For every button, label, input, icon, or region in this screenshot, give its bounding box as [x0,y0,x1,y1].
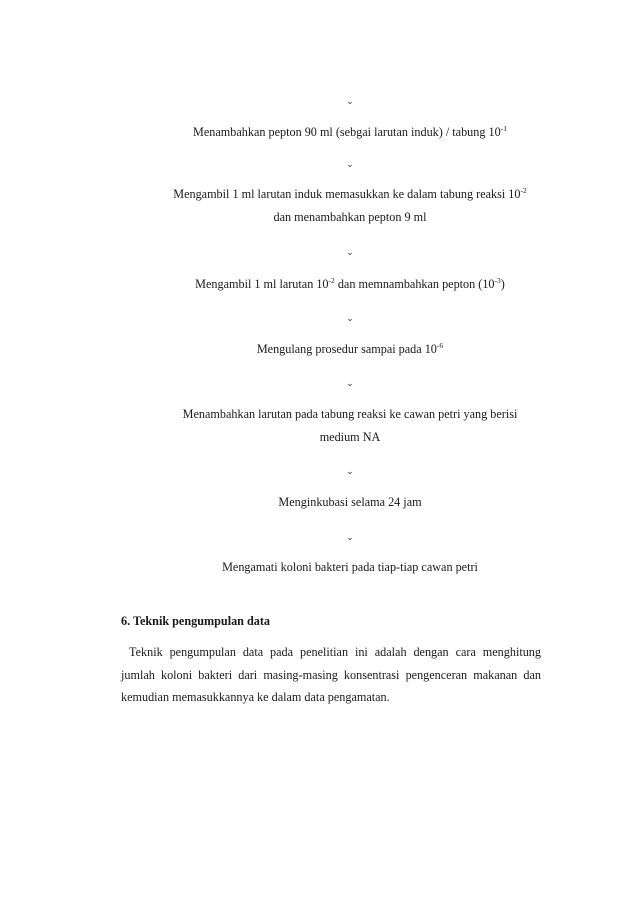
flow-step-1 [0,119,638,146]
flow-step-3-exponent: -2 [328,276,335,285]
flow-step-5-line2: medium NA [319,430,381,444]
flow-step-4 [0,336,638,363]
flow-arrow-icon: ⌄ [346,96,354,106]
flow-arrow-icon: ⌄ [346,313,354,323]
flow-step-5-text: Menambahkan larutan pada tabung reaksi ke cawan petri yang berisi [182,407,518,421]
flow-step-7-text: Mengamati koloni bakteri pada tiap-tiap cawan petri [222,560,478,574]
flow-arrow-icon: ⌄ [346,532,354,542]
flow-step-3-exponent-2: -3 [494,276,501,285]
flow-arrow-icon: ⌄ [346,378,354,388]
flow-arrow-icon: ⌄ [346,247,354,257]
flow-step-2-line2: dan menambahkan pepton 9 ml [273,210,427,224]
flow-step-4-exponent: -6 [436,341,444,350]
flow-step-1-exponent: -1 [500,124,507,133]
flow-step-7 [0,554,638,581]
section-heading: 6. Teknik pengumpulan data [121,614,271,628]
flow-step-3 [0,271,638,298]
flow-arrow-icon: ⌄ [346,466,354,476]
flow-step-2-exponent: -2 [520,186,527,195]
flow-arrow-icon: ⌄ [346,159,354,169]
flow-step-5-continuation [0,424,638,451]
flow-step-2-continuation [0,204,638,231]
flow-step-6 [0,489,638,516]
section-paragraph: Teknik pengumpulan data pada penelitian ini adalah dengan cara menghitung jumlah koloni bakteri dari masing-masing konsentrasi pengenceran makanan dan kemudian memasukkannya ke dalam data pengamatan. [121,645,541,704]
flow-step-3-mid: dan memnambahkan pepton (10 [334,277,495,291]
flow-step-1-text: Menambahkan pepton 90 ml (sebgai larutan induk) / tabung 10 [193,125,501,139]
flow-step-3-text: Mengambil 1 ml larutan 10 [195,277,329,291]
flow-step-6-text: Menginkubasi selama 24 jam [278,495,422,509]
flow-step-3-tail: ) [500,277,505,291]
flow-step-2-text: Mengambil 1 ml larutan induk memasukkan ke dalam tabung reaksi 10 [173,187,521,201]
flow-step-4-text: Mengulang prosedur sampai pada 10 [256,342,437,356]
